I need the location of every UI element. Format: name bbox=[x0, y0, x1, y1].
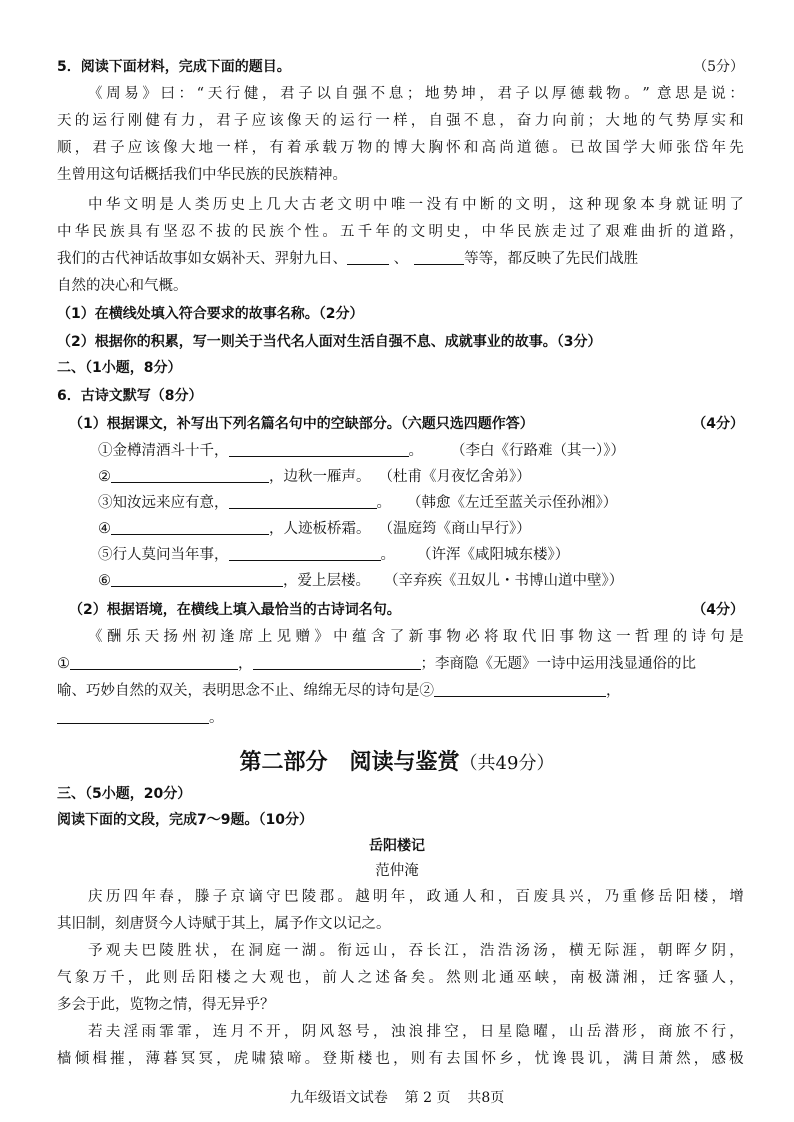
poem-item-source: （韩愈《左迁至蓝关示侄孙湘》） bbox=[407, 495, 618, 511]
q6-sub1-text: （1）根据课文，补写出下列名篇名句中的空缺部分。（六题只选四题作答） bbox=[69, 416, 534, 432]
poem-item-post: 。 bbox=[408, 443, 423, 459]
q6-sub2-line-3 bbox=[57, 679, 744, 703]
poem-item-1 bbox=[98, 439, 744, 463]
page-footer bbox=[0, 1086, 794, 1110]
q5-p1-line-3: 顺 ， 君 子 应 该 像 大 地 一 样 ， 有 着 承 载 万 物 的 博 大 胸 怀 和 高 尚 道 德 。 已 故 国 学 大 师 张 岱 年 先 bbox=[57, 140, 744, 156]
part-2-title bbox=[0, 747, 794, 779]
poem-item-source: （许浑《咸阳城东楼》） bbox=[417, 547, 570, 563]
q5-p2-line-4: 自然的决心和气概。 bbox=[57, 278, 188, 294]
answer-blank[interactable] bbox=[229, 441, 409, 457]
answer-blank[interactable] bbox=[434, 681, 606, 697]
q6-sub2-line-2-b: ， bbox=[238, 656, 253, 672]
answer-blank[interactable] bbox=[57, 708, 209, 724]
answer-blank[interactable] bbox=[229, 493, 377, 509]
answer-blank[interactable] bbox=[111, 519, 269, 535]
section-3-heading: 三、（5小题，20分） bbox=[57, 786, 192, 802]
q5-heading bbox=[57, 55, 744, 79]
poem-item-pre: ② bbox=[98, 469, 111, 485]
q5-points: （5分） bbox=[693, 59, 744, 75]
poem-item-source: （杜甫《月夜忆舍弟》） bbox=[378, 469, 531, 485]
poem-item-post: 。 bbox=[376, 495, 391, 511]
answer-blank[interactable] bbox=[347, 249, 389, 265]
q5-heading-text: 5．阅读下面材料，完成下面的题目。 bbox=[57, 59, 291, 75]
poem-item-source: （李白《行路难（其一）》） bbox=[451, 443, 625, 459]
poem-item-pre: ③知汝远来应有意， bbox=[98, 495, 229, 511]
q5-p2-line-3-b: 、 bbox=[389, 251, 409, 267]
poem-item-2 bbox=[98, 465, 744, 489]
essay-line-2: 其旧制，刻唐贤今人诗赋于其上，属予作文以记之。 bbox=[57, 916, 391, 932]
q6-sub2-line-2 bbox=[57, 652, 744, 676]
poem-item-4 bbox=[98, 517, 744, 541]
essay-line-5: 多会于此，览物之情，得无异乎？ bbox=[57, 997, 275, 1013]
q5-p2-line-3 bbox=[57, 247, 744, 271]
footer-grade: 九年级语文试卷 bbox=[289, 1090, 388, 1106]
q5-p1-line-1: 《 周 易 》 曰 ： “ 天 行 健 ， 君 子 以 自 强 不 息 ； 地 势 坤 ， 君 子 以 厚 德 载 物 。 ” 意 思 是 说 ： bbox=[88, 86, 744, 102]
q6-heading: 6．古诗文默写（8分） bbox=[57, 388, 203, 404]
answer-blank[interactable] bbox=[414, 249, 464, 265]
essay-line-3: 予 观 夫 巴 陵 胜 状 ， 在 洞 庭 一 湖 。 衔 远 山 ， 吞 长 江 ， 浩 浩 汤 汤 ， 横 无 际 涯 ， 朝 晖 夕 阴 ， bbox=[88, 943, 744, 959]
poem-item-post: 。 bbox=[380, 547, 395, 563]
answer-blank[interactable] bbox=[229, 545, 381, 561]
q5-p2-line-3-c: 等等，都反映了先民们战胜 bbox=[464, 251, 639, 267]
q5-p1-line-4: 生曾用这句话概括我们中华民族的民族精神。 bbox=[57, 167, 347, 183]
q5-sub1: （1）在横线处填入符合要求的故事名称。（2分） bbox=[57, 306, 364, 322]
poem-item-source: （温庭筠《商山早行》） bbox=[378, 521, 531, 537]
part-2-title-sub: （共49分） bbox=[459, 753, 555, 774]
q5-sub2: （2）根据你的积累，写一则关于当代名人面对生活自强不息、成就事业的故事。（3分） bbox=[57, 334, 602, 350]
poem-item-5 bbox=[98, 543, 744, 567]
poem-item-pre: ④ bbox=[98, 521, 111, 537]
essay-line-4: 气 象 万 千 ， 此 则 岳 阳 楼 之 大 观 也 ， 前 人 之 述 备 矣 。 然 则 北 通 巫 峡 ， 南 极 潇 湘 ， 迁 客 骚 人 ， bbox=[57, 970, 744, 986]
poem-item-pre: ①金樽清酒斗十千， bbox=[98, 443, 229, 459]
answer-blank[interactable] bbox=[111, 467, 269, 483]
q6-sub2-line-1: 《 酬 乐 天 扬 州 初 逢 席 上 见 赠 》 中 蕴 含 了 新 事 物 必 将 取 代 旧 事 物 这 一 哲 理 的 诗 句 是 bbox=[88, 629, 744, 645]
essay-line-1: 庆 历 四 年 春 ， 滕 子 京 谪 守 巴 陵 郡 。 越 明 年 ， 政 通 人 和 ， 百 废 具 兴 ， 乃 重 修 岳 阳 楼 ， 增 bbox=[88, 889, 744, 905]
poem-item-source: （辛弃疾《丑奴儿・书博山道中壁》） bbox=[384, 573, 624, 589]
q6-sub1-points: （4分） bbox=[692, 416, 744, 432]
q6-sub1 bbox=[69, 412, 744, 436]
poem-item-3 bbox=[98, 491, 744, 515]
q6-sub2-line-4-end: 。 bbox=[209, 710, 224, 726]
q5-p2-line-1: 中 华 文 明 是 人 类 历 史 上 几 大 古 老 文 明 中 唯 一 没 有 中 断 的 文 明 ， 这 种 现 象 本 身 就 证 明 了 bbox=[88, 197, 744, 213]
part-2-title-text: 第二部分 阅读与鉴赏 bbox=[239, 750, 460, 775]
q6-sub2-line-3-b: ， bbox=[606, 683, 621, 699]
q6-sub2 bbox=[69, 598, 744, 622]
section-2-heading: 二、（1小题，8分） bbox=[57, 360, 182, 376]
poem-item-pre: ⑥ bbox=[98, 573, 111, 589]
footer-page-suffix: 页 bbox=[436, 1090, 451, 1106]
poem-item-post: ，爱上层楼。 bbox=[283, 573, 370, 589]
q6-sub2-line-2-c: ；李商隐《无题》一诗中运用浅显通俗的比 bbox=[420, 656, 696, 672]
essay-author: 范仲淹 bbox=[375, 863, 419, 879]
q6-sub2-line-2-a: ① bbox=[57, 656, 70, 672]
poem-item-pre: ⑤行人莫问当年事， bbox=[98, 547, 229, 563]
footer-total-pages: 共8页 bbox=[467, 1090, 505, 1106]
passage-intro: 阅读下面的文段，完成7～9题。（10分） bbox=[57, 812, 313, 828]
answer-blank[interactable] bbox=[70, 654, 238, 670]
answer-blank[interactable] bbox=[111, 571, 283, 587]
footer-page-prefix: 第 bbox=[404, 1090, 419, 1106]
essay-line-7: 樯 倾 楫 摧 ， 薄 暮 冥 冥 ， 虎 啸 猿 啼 。 登 斯 楼 也 ， 则 有 去 国 怀 乡 ， 忧 谗 畏 讥 ， 满 目 萧 然 ， 感 极 bbox=[57, 1051, 744, 1067]
poem-item-post: ，人迹板桥霜。 bbox=[269, 521, 371, 537]
essay-title: 岳阳楼记 bbox=[369, 838, 425, 854]
poem-item-post: ，边秋一雁声。 bbox=[269, 469, 371, 485]
essay-line-6: 若 夫 淫 雨 霏 霏 ， 连 月 不 开 ， 阴 风 怒 号 ， 浊 浪 排 空 ， 日 星 隐 曜 ， 山 岳 潜 形 ， 商 旅 不 行 ， bbox=[88, 1024, 744, 1040]
q6-sub2-line-3-a: 喻、巧妙自然的双关，表明思念不止、绵绵无尽的诗句是② bbox=[57, 683, 434, 699]
q5-p2-line-3-a: 我们的古代神话故事如女娲补天、羿射九日、 bbox=[57, 251, 347, 267]
q6-sub2-text: （2）根据语境，在横线上填入最恰当的古诗词名句。 bbox=[69, 602, 401, 618]
poem-item-6 bbox=[98, 569, 744, 593]
q5-p1-line-2: 天 的 运 行 刚 健 有 力 ， 君 子 应 该 像 天 的 运 行 一 样 ， 自 强 不 息 ， 奋 力 向 前 ； 大 地 的 气 势 厚 实 和 bbox=[57, 113, 744, 129]
q6-sub2-line-4 bbox=[57, 706, 744, 730]
answer-blank[interactable] bbox=[253, 654, 421, 670]
q5-p2-line-2: 中 华 民 族 具 有 坚 忍 不 拔 的 民 族 个 性 。 五 千 年 的 文 明 史 ， 中 华 民 族 走 过 了 艰 难 曲 折 的 道 路 ， bbox=[57, 224, 744, 240]
q6-sub2-points: （4分） bbox=[692, 602, 744, 618]
footer-page-number: 2 bbox=[423, 1090, 432, 1106]
